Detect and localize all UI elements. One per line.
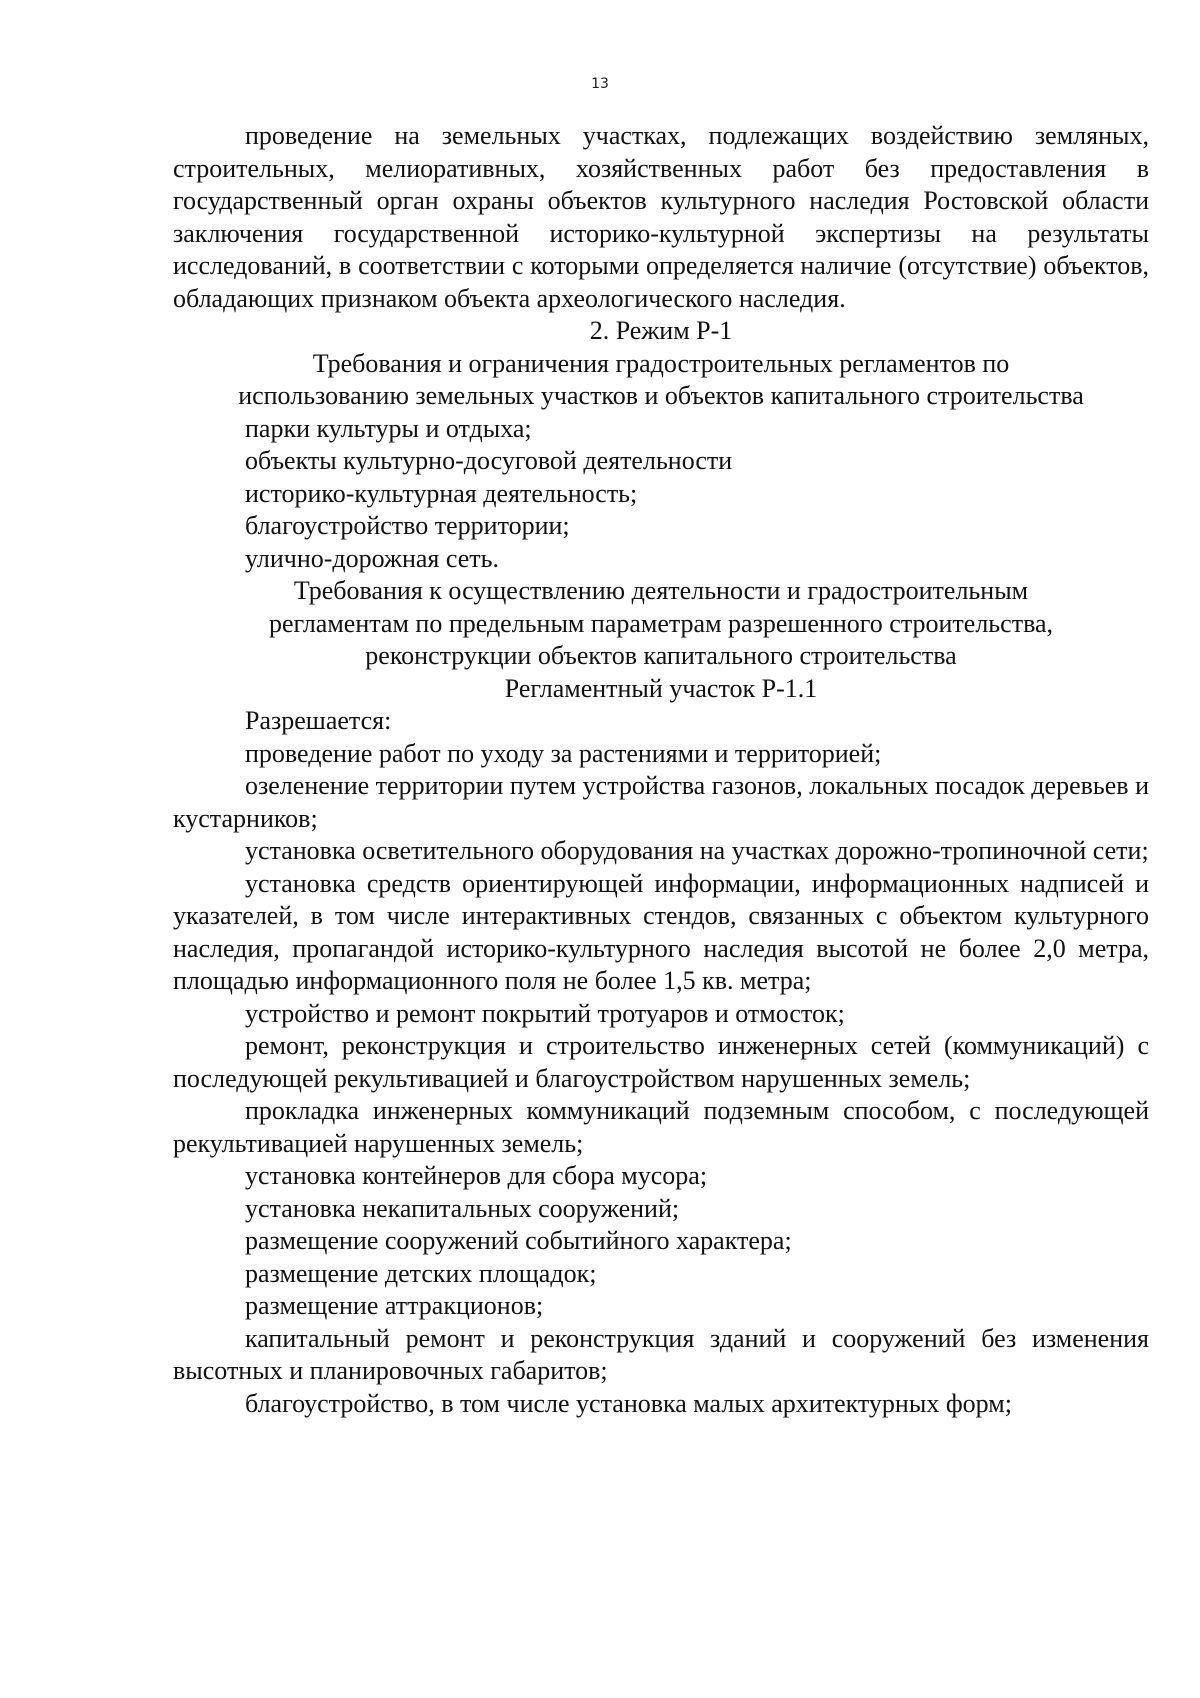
requirements-heading-line-2: использованию земельных участков и объектов капитального строительства <box>238 381 1084 410</box>
use-item: улично-дорожная сеть. <box>245 543 499 573</box>
allowed-item: размещение детских площадок; <box>245 1258 597 1288</box>
use-item: историко-культурная деятельность; <box>245 478 638 508</box>
allowed-item: капитальный ремонт и реконструкция зданий и сооружений без изменения высотных и планировочных габаритов; <box>173 1323 1149 1385</box>
use-item: объекты культурно-досуговой деятельности <box>245 446 733 475</box>
allowed-item: ремонт, реконструкция и строительство инженерных сетей (коммуникаций) с последующей рекультивацией и благоустройством нарушенных земель; <box>173 1031 1149 1093</box>
allowed-item: размещение аттракционов; <box>245 1291 544 1320</box>
allowed-item: установка некапитальных сооружений; <box>245 1193 680 1223</box>
allowed-item: озеленение территории путем устройства газонов, локальных посадок деревьев и кустарников; <box>173 771 1149 833</box>
allowed-label: Разрешается: <box>245 706 392 735</box>
use-item: благоустройство территории; <box>245 511 570 540</box>
section-title: 2. Режим Р-1 <box>589 316 733 345</box>
activity-heading-line-1: Требования к осуществлению деятельности и градостроительным <box>293 576 1029 605</box>
allowed-item: благоустройство, в том числе установка малых архитектурных форм; <box>245 1388 1012 1418</box>
page-number: 13 <box>591 76 609 92</box>
document-body <box>173 120 1149 1420</box>
allowed-item: установка средств ориентирующей информации, информационных надписей и указателей, в том числе интерактивных стендов, связанных с объектом культурного наследия, пропагандой историко-культурного наследия высотой не более 2,0 метра, площадью информационного поля не более 1,5 кв. метра; <box>173 868 1149 995</box>
subsection-title: Регламентный участок Р-1.1 <box>504 673 818 703</box>
requirements-heading-line-1: Требования и ограничения градостроительных регламентов по <box>312 348 1010 378</box>
use-item: парки культуры и отдыха; <box>245 413 532 443</box>
allowed-item: установка контейнеров для сбора мусора; <box>245 1161 708 1190</box>
allowed-item: размещение сооружений событийного характера; <box>245 1226 792 1255</box>
activity-heading-line-3: реконструкции объектов капитального строительства <box>365 641 957 670</box>
activity-heading-line-2: регламентам по предельным параметрам разрешенного строительства, <box>268 608 1054 638</box>
allowed-item: установка осветительного оборудования на участках дорожно-тропиночной сети; <box>245 836 1149 865</box>
intro-paragraph: проведение на земельных участках, подлежащих воздействию земляных, строительных, мелиоративных, хозяйственных работ без предоставления в государственный орган охраны объектов культурного наследия Ростовской области заключения государственной историко-культурной экспертизы на результаты исследований, в соответствии с которыми определяется наличие (отсутствие) объектов, обладающих признаком объекта археологического наследия. <box>173 121 1149 313</box>
allowed-item: проведение работ по уходу за растениями и территорией; <box>245 738 882 768</box>
allowed-item: устройство и ремонт покрытий тротуаров и отмосток; <box>245 998 845 1028</box>
allowed-item: прокладка инженерных коммуникаций подземным способом, с последующей рекультивацией нарушенных земель; <box>173 1096 1149 1158</box>
